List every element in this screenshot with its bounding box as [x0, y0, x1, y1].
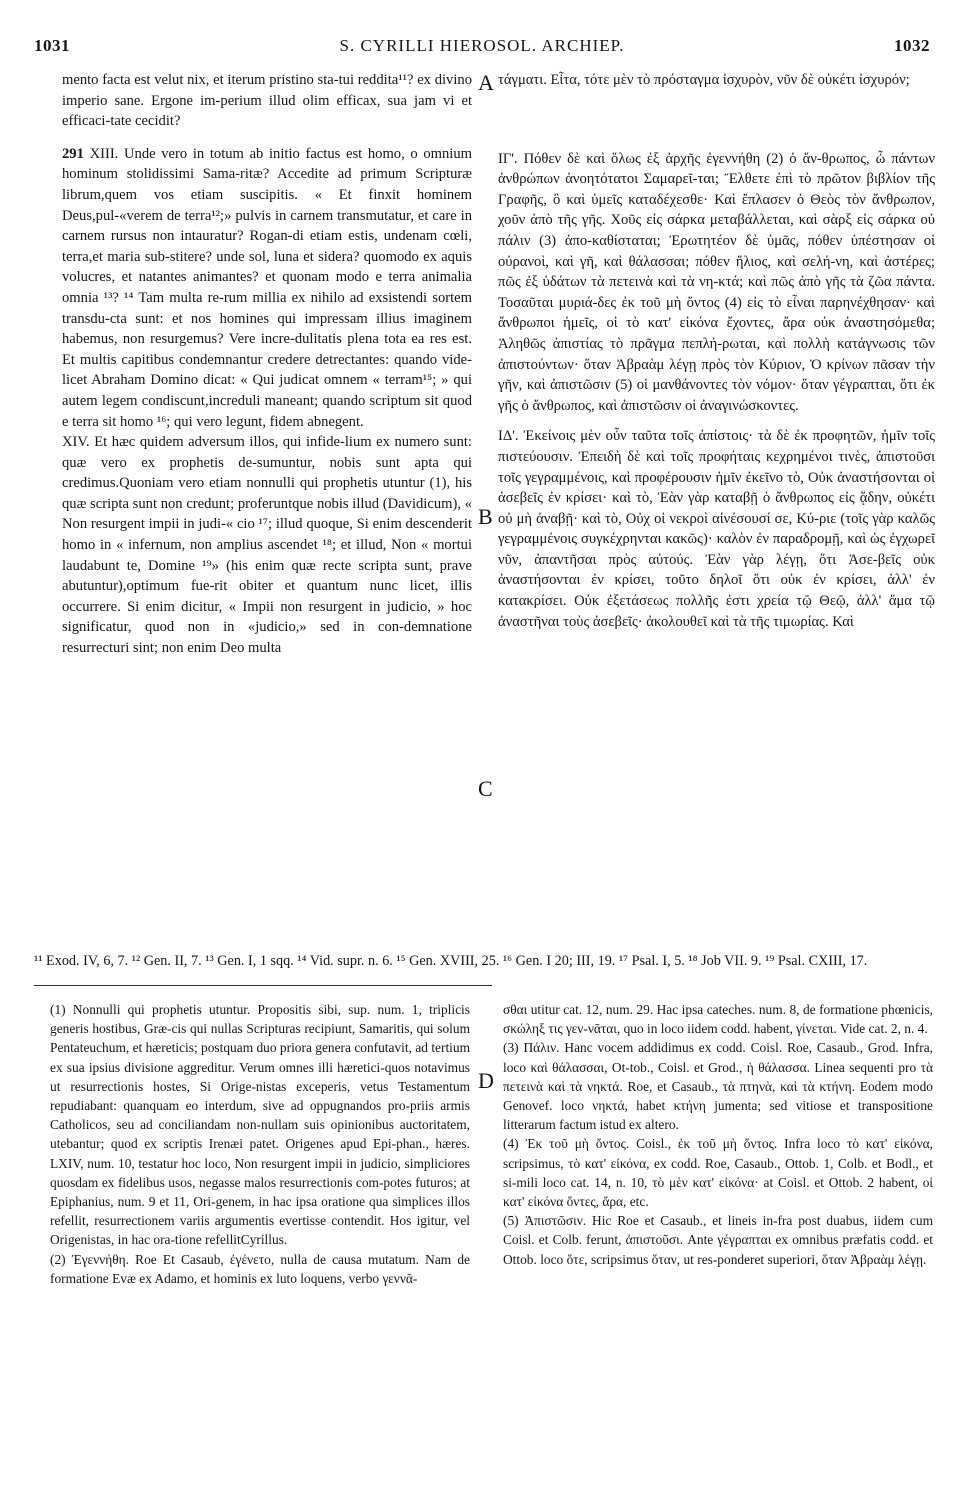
footnote-5: (5) Ἀπιστῶσιν. Hic Roe et Casaub., et lineis in-fra post duabus, iidem cum Coisl. et Colb. ferunt, ἀπιστοῦσι. Ante γέγραπται ex omnibus præfatis codd. et Ottob. loco ὅτε, scripsimus ὅταν, ut res-ponderet superiori, ὅταν Ἀβραὰμ λέγῃ.	[503, 1213, 933, 1267]
scripture-references: ¹¹ Exod. IV, 6, 7. ¹² Gen. II, 7. ¹³ Gen. I, 1 sqq. ¹⁴ Vid. supr. n. 6. ¹⁵ Gen. XVIII, 25. ¹⁶ Gen. I 20; III, 19. ¹⁷ Psal. I, 5. ¹⁸ Job VII. 9. ¹⁹ Psal. CXIII, 17.	[34, 953, 868, 969]
greek-section-xiii: ΙΓ'. Πόθεν δὲ καὶ ὅλως ἐξ ἀρχῆς ἐγεννήθη (2) ὁ ἄν-θρωπος, ὦ πάντων ἀνθρώπων ἀνοητότατοι Σαμαρεῖ-ται; Ἔλθετε ἐπὶ τὸ πρῶτον βιβλίον τῆς Γραφῆς, ὃ καὶ ὑμεῖς καταδέχεσθε· Καὶ ἔπλασεν ὁ Θεὸς τὸν ἄνθρωπον, χοῦν ἀπὸ τῆς γῆς. Χοῦς εἰς σάρκα μεταβάλλεται, καὶ σὰρξ εἰς σάρκα οὐ πάλιν (3) ἀπο-καθίσταται; Ἐρωτητέον δὲ ὑμᾶς, πόθεν ὑπέστησαν οἱ οὐρανοὶ, καὶ γῆ, καὶ θάλασσαι; πόθεν ἥλιος, καὶ σελή-νη, καὶ ἀστέρες; πῶς ἐξ ὑδάτων τὰ πετεινὰ καὶ τὰ νη-κτά; καὶ πῶς ἀπὸ γῆς τὰ ζῶα πάντα. Τοσαῦται μυριά-δες ἐκ τοῦ μὴ ὄντος (4) εἰς τὸ εἶναι παρηνέχθησαν· καὶ ἄνθρωποι ἡμεῖς, οἱ τὸ κατ' εἰκόνα ἔχοντες, ἄρα οὐκ ἀναστησόμεθα; Ἀληθῶς ἀπιστίας τὸ πρᾶγμα πεπλή-ρωται, καὶ πολλὴ κατάγνωσις τῶν ἀπιστούντων· ὅταν Ἀβραὰμ λέγῃ πρὸς τὸν Κύριον, Ὁ κρίνων πᾶσαν τὴν γῆν, καὶ ἀπιστῶσιν (5) οἱ μανθάνοντες τὸν νόμον· ὅταν γέγραπται, ὅτι ἐκ γῆς ὁ ἄνθρωπος, καὶ ἀπιστῶσιν οἱ ἀναγινώσκοντες.	[498, 150, 935, 414]
latin-section-xiv: XIV. Et hæc quidem adversum illos, qui infide-lium ex numero sunt: quæ vero ex prophetis de-sumuntur, nobis sunt apta qui credimus.Quoniam vero etiam nonnulli qui prophetis utuntur (1), his quæ scripta sunt non credunt; proferuntque nobis illud (Davidicum), « Non resurgent impii in judi-« cio ¹⁷; illud quoque, Si enim descenderit homo in « infernum, non amplius ascendet ¹⁸; et illud, Non « mortui laudabunt te, Domine ¹⁹» (his enim quæ recte scripta sunt, prave abutuntur),optimum fue-rit obiter et quantum nunc licet, illis occurrere. Si enim dicitur, « Impii non resurgent in judicio, » hoc significatur, quod non in «judicio,» sed in con-demnatione resurrecturi sint; non enim Deo multa	[62, 434, 472, 657]
greek-section-xiv: ΙΔ'. Ἐκείνοις μὲν οὖν ταῦτα τοῖς ἀπίστοις· τὰ δὲ ἐκ προφητῶν, ἡμῖν τοῖς πιστεύουσιν. Ἐπειδὴ δὲ καὶ τοῖς προφήταις κεχρημένοι τινὲς, ἀπιστοῦσι τοῖς γεγραμμένοις, καὶ προφέρουσιν ἡμῖν ἐκεῖνο τὸ, Οὐκ ἀναστήσονται οἱ ἀσεβεῖς ἐν κρίσει· καὶ τὸ, Ἐὰν γὰρ καταβῇ ὁ ἄνθρωπος εἰς ᾅδην, οὐκέτι οὐ μὴ ἀναβῇ· καὶ τὸ, Οὐχ οἱ νεκροὶ αἰνέσουσί σε, Κύ-ριε (τοῖς γὰρ καλῶς γεγραμμένοις συγκέχρηνται κακῶς)· καλὸν ἐν παραδρομῇ, καὶ ὡς ἐγχωρεῖ νῦν, ἀπαντῆσαι πρὸς αὐτούς. Ἐὰν γὰρ λέγῃ, ὅτι Ἀσε-βεῖς οὐκ ἀναστήσονται ἐν κρίσει, τοῦτο δηλοῖ ὅτι οὐκ ἐν κρίσει, ἀλλ' ἐν κατακρίσει. Οὐκ ἐξετάσεως πολλῆς ἐστι χρεία τῷ Θεῷ, ἀλλ' ἅμα τῷ ἀναστῆναι τοὺς ἀσεβεῖς· ἀκολουθεῖ καὶ τὰ τῆς τιμωρίας. Καὶ	[498, 428, 935, 630]
latin-paragraph-continuation: mento facta est velut nix, et iterum pristino sta-tui reddita¹¹? ex divino imperio sane. Ergone im-perium illud olim efficax, sua jam vi et efficaci-tate cecidit?	[62, 72, 472, 130]
greek-column	[498, 70, 935, 632]
margin-letter-a: A	[478, 70, 494, 95]
greek-paragraph-continuation: τάγματι. Εἶτα, τότε μὲν τὸ πρόσταγμα ἰσχυρὸν, νῦν δὲ οὐκέτι ἰσχυρόν;	[498, 72, 910, 88]
footnotes-left	[50, 1000, 470, 1288]
column-number-right: 1032	[894, 36, 930, 55]
footnote-rule	[34, 985, 492, 986]
running-title: S. CYRILLI HIEROSOL. ARCHIEP.	[339, 36, 625, 55]
column-number-left: 1031	[34, 36, 70, 55]
latin-column	[62, 70, 472, 659]
section-number: 291	[62, 145, 84, 162]
latin-section-xiii-text: XIII. Unde vero in totum ab initio factus est homo, o omnium hominum stolidissimi Sama-ritæ? Accedite ad primum Scripturæ librum,quem vos etiam suscipitis. « Et finxit hominem Deus,pul-«verem de terra¹²;» pulvis in carnem transmutatur, et care in carnem rursus non intauratur? Rogan-di etiam estis, undenam cœli, terra,et maria sub-stitere? unde sol, luna et sidera? quomodo ex aquis volucres, et natantes animantes? et quonam modo e terra animalia omnia ¹³? ¹⁴ Tam multa re-rum millia ex nihilo ad exsistendi sortem transdu-cta sunt: et nos homines qui impressam illius imaginem habemus, non resurgemus? Vere incre-dulitatis plena tota ea res est. Et multis capitibus condemnantur credere detrectantes: quando vide-licet Abraham Domino dicat: « Qui judicat omnem « terram¹⁵; » qui autem legem condiscunt,increduli maneant; quando scriptum sit quod e terra sit homo ¹⁶; qui vero legunt, fidem abnegent.	[62, 145, 473, 430]
footnote-2-continued: σθαι utitur cat. 12, num. 29. Hac ipsa cateches. num. 8, de formatione phœnicis, σκώληξ τις γεν-νᾶται, quo in loco iidem codd. habent, γίνεται. Vide cat. 2, n. 4.	[503, 1002, 933, 1037]
footnote-2: (2) Ἐγεννήθη. Roe Et Casaub, ἐγένετο, nulla de causa mutatum. Nam de formatione Evæ ex Adamo, et hominis ex luto loquens, verbo γεννᾶ-	[50, 1251, 470, 1286]
margin-letter-c: C	[478, 776, 493, 801]
footnote-3: (3) Πάλιν. Hanc vocem addidimus ex codd. Coisl. Roe, Casaub., Grod. Infra, loco καὶ θάλασσαι, Ot-tob., Coisl. et Grod., ἡ θάλασσα. Linea sequenti pro τὰ πετεινὰ καὶ τὰ νηκτά. Roe, et Casaub., τὰ πτηνὰ, καὶ τὰ κτήνη. Eodem modo Genovef. loco νηκτά, habet κτήνη jumenta; sed vitiose et transpositione litterarum factum istud ex altero.	[503, 1040, 933, 1133]
margin-letter-d: D	[478, 1068, 494, 1093]
footnote-4: (4) Ἐκ τοῦ μὴ ὄντος. Coisl., ἐκ τοῦ μὴ ὄντος. Infra loco τὸ κατ' εἰκόνα, scripsimus, τὸ κατ' εἰκόνα, ex codd. Roe, Casaub., Ottob. 1, Colb. et Bodl., et si-mili loco cat. 14, n. 10, τὸ μὲν κατ' εἰκόνα· at Coisl. et Ottob. 2 habent, οἱ κατ' εἰκόνα ὄντες, ἄρα, etc.	[503, 1136, 933, 1210]
footnotes-right	[503, 1000, 933, 1269]
margin-letter-b: B	[478, 504, 493, 529]
running-header	[34, 36, 930, 60]
latin-section-xiii	[62, 144, 472, 432]
footnote-1: (1) Nonnulli qui prophetis utuntur. Propositis sibi, sup. num. 1, triplicis generis hostibus, Græ-cis qui nullas Scripturas recipiunt, Samaritis, qui solum Pentateuchum, et hæreticis; postquam duo priora genera confutavit, ad tertium ex sua ipsius divisione aggreditur. Verum omnes illi hæretici-quos notavimus ut resurrectionis hostes, Si Orige-nistas exceperis, vetus Testamentum repudiabant: quanquam eo interdum, sive ad oppugnandos pro-priis armis Catholicos, seu ad conciliandam non-nullam suis opinionibus auctoritatem, utebantur; quod ex scriptis Irenæi patet. Origenes apud Epi-phan., hæres. LXIV, num. 10, testatur hoc loco, Non resurgent impii in judicio, simpliciores quosdam ex fidelibus usos, negasse malos resurrectionis com-potes futuros; at Epiphanius, num. 9 et 11, Ori-genem, in hac ipsa oratione qua simplices illos refellit, resurrectionem variis argumentis evertisse contendit. Hos igitur, vel Origenistas, in hac ora-tione refellitCyrillus.	[50, 1002, 470, 1248]
